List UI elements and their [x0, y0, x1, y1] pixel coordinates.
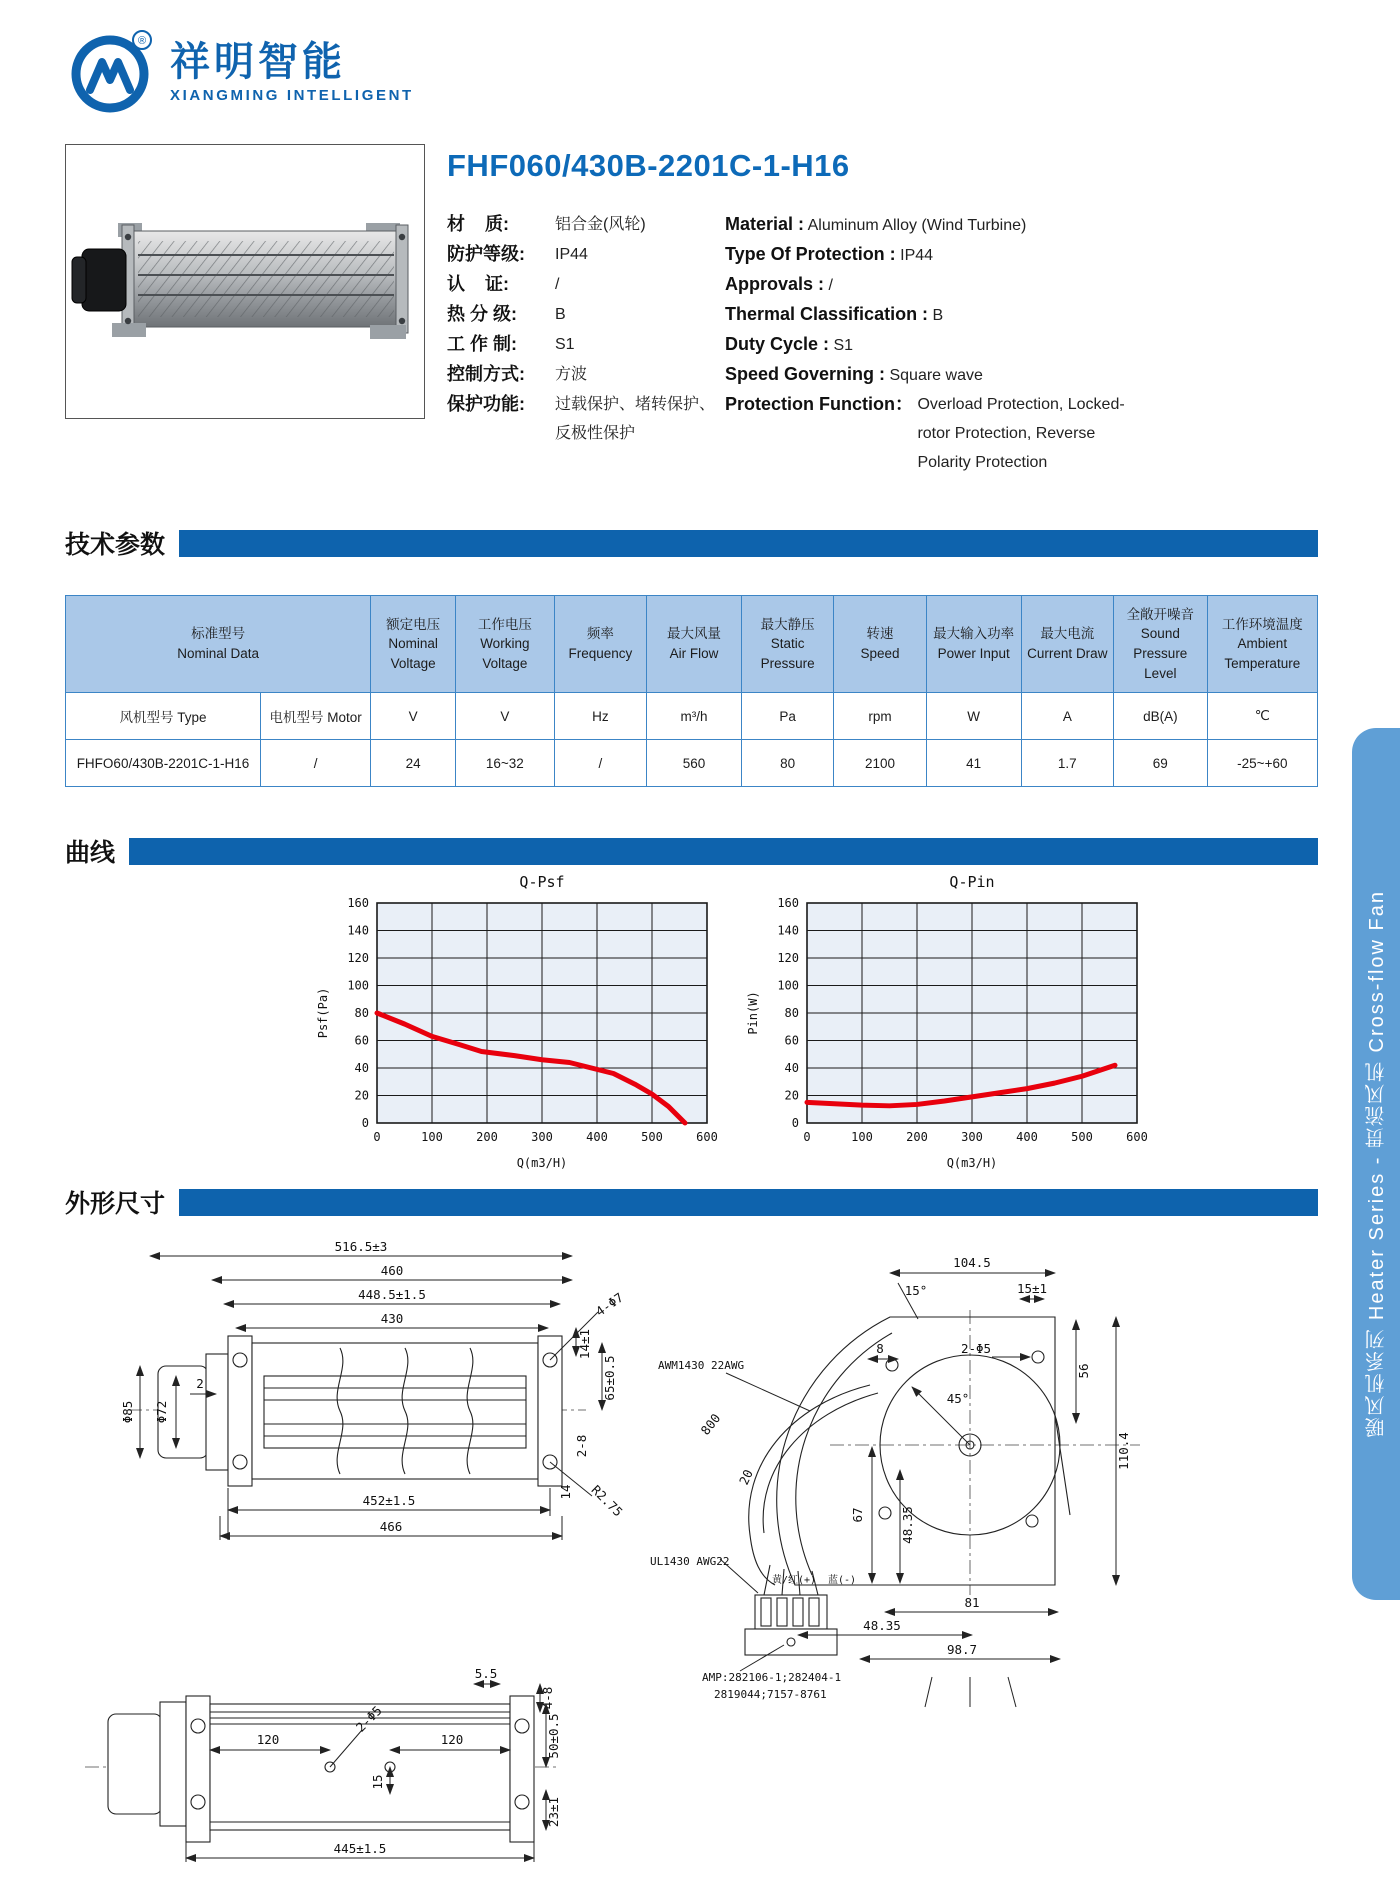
svg-text:60: 60	[354, 1033, 369, 1048]
svg-text:300: 300	[531, 1130, 553, 1144]
svg-text:0: 0	[373, 1130, 381, 1144]
svg-text:Q-Pin: Q-Pin	[949, 873, 995, 891]
svg-text:15: 15	[370, 1774, 385, 1790]
svg-text:140: 140	[777, 923, 799, 938]
col-nominal-data: 标准型号 Nominal Data	[66, 596, 371, 693]
svg-text:466: 466	[379, 1519, 403, 1534]
svg-text:65±0.5: 65±0.5	[602, 1355, 617, 1401]
col-air-flow: 最大风量 Air Flow	[647, 596, 742, 693]
svg-text:56: 56	[1076, 1363, 1091, 1379]
col-sound-level: 全敞开噪音 Sound Pressure Level	[1114, 596, 1208, 693]
svg-text:0: 0	[803, 1130, 811, 1144]
col-power-input: 最大输入功率 Power Input	[926, 596, 1021, 693]
svg-text:15°: 15°	[904, 1283, 928, 1298]
svg-text:500: 500	[1071, 1130, 1093, 1144]
col-frequency: 频率 Frequency	[554, 596, 646, 693]
svg-text:445±1.5: 445±1.5	[333, 1841, 387, 1856]
svg-text:460: 460	[380, 1263, 404, 1278]
svg-text:20: 20	[784, 1088, 799, 1103]
col-working-voltage: 工作电压 Working Voltage	[455, 596, 554, 693]
svg-text:600: 600	[696, 1130, 718, 1144]
svg-text:104.5: 104.5	[953, 1255, 991, 1270]
spec-approvals: 认 证: / Approvals : /	[447, 274, 833, 294]
svg-text:48.35: 48.35	[863, 1618, 901, 1633]
svg-text:20: 20	[354, 1088, 369, 1103]
svg-text:200: 200	[906, 1130, 928, 1144]
svg-text:4-Φ7: 4-Φ7	[592, 1289, 627, 1320]
performance-charts	[305, 873, 1318, 1178]
svg-text:14±1: 14±1	[577, 1328, 592, 1360]
svg-text:800: 800	[697, 1410, 724, 1438]
product-section	[65, 144, 1318, 477]
svg-text:120: 120	[347, 951, 369, 965]
col-speed: 转速 Speed	[834, 596, 926, 693]
col-ambient-temp: 工作环境温度 Ambient Temperature	[1207, 596, 1317, 693]
spec-material: 材 质: 铝合金(风轮) Material : Aluminum Alloy (Wind Turbine)	[447, 214, 1027, 234]
drawing-end-view	[650, 1255, 1140, 1707]
svg-text:100: 100	[851, 1130, 873, 1144]
section-dimensions	[65, 1184, 1318, 1220]
svg-text:400: 400	[1016, 1130, 1038, 1144]
svg-text:蓝(-): 蓝(-)	[828, 1575, 857, 1586]
svg-text:81: 81	[964, 1595, 980, 1610]
drawing-side-view	[120, 1239, 626, 1540]
svg-text:0: 0	[361, 1116, 369, 1130]
svg-text:20: 20	[735, 1467, 756, 1488]
spec-thermal-class: 热 分 级: B Thermal Classification : B	[447, 304, 944, 324]
svg-text:Φ85: Φ85	[120, 1400, 135, 1424]
svg-text:Pin(W): Pin(W)	[746, 991, 760, 1035]
section-bar	[179, 1189, 1318, 1216]
spec-protection-function: 保护功能: 过载保护、堵转保护、反极性保护 Protection Function： Overload Protection, Locked-rotor Protection, Reverse Polarity Protection	[447, 394, 1125, 471]
product-photo	[65, 144, 425, 419]
svg-text:R2.75: R2.75	[588, 1482, 626, 1520]
svg-text:200: 200	[476, 1130, 498, 1144]
col-current-draw: 最大电流 Current Draw	[1021, 596, 1113, 693]
dimension-drawings	[65, 1230, 1318, 1856]
series-side-tab	[1352, 728, 1400, 1600]
svg-text:452±1.5: 452±1.5	[362, 1493, 416, 1508]
col-static-pressure: 最大静压 Static Pressure	[742, 596, 834, 693]
svg-text:Q-Psf: Q-Psf	[519, 873, 565, 891]
svg-text:40: 40	[784, 1061, 799, 1075]
svg-text:2: 2	[196, 1376, 204, 1391]
svg-text:2-Φ5: 2-Φ5	[960, 1341, 992, 1356]
svg-text:5.5: 5.5	[474, 1666, 498, 1681]
svg-text:160: 160	[777, 896, 799, 910]
table-units-row: 风机型号 Type 电机型号 Motor V V Hz m³/h Pa rpm W A dB(A) ℃	[66, 693, 1318, 740]
section-title-dimensions: 外形尺寸	[65, 1190, 166, 1218]
svg-text:0: 0	[791, 1116, 799, 1130]
svg-text:430: 430	[380, 1311, 404, 1326]
section-bar	[129, 838, 1318, 865]
svg-text:300: 300	[961, 1130, 983, 1144]
svg-text:Q(m3/H): Q(m3/H)	[946, 1156, 998, 1170]
registered-mark: ®	[137, 35, 147, 47]
svg-text:120: 120	[777, 951, 799, 965]
section-title-tech-params: 技术参数	[65, 531, 166, 559]
svg-text:8: 8	[876, 1341, 884, 1356]
brand-name-cn: 祥明智能	[170, 39, 346, 84]
svg-text:110.4: 110.4	[1116, 1432, 1131, 1470]
svg-text:67: 67	[850, 1507, 865, 1523]
svg-text:120: 120	[440, 1732, 464, 1747]
svg-text:UL1430 AWG22: UL1430 AWG22	[650, 1555, 730, 1568]
spec-speed-governing: 控制方式: 方波 Speed Governing : Square wave	[447, 364, 983, 384]
section-curves	[65, 833, 1318, 869]
svg-text:14: 14	[558, 1484, 573, 1500]
datasheet-page	[0, 28, 1400, 1856]
svg-text:60: 60	[784, 1033, 799, 1048]
svg-text:516.5±3: 516.5±3	[334, 1239, 388, 1254]
svg-text:48.35: 48.35	[900, 1506, 915, 1544]
svg-text:2-Φ5: 2-Φ5	[352, 1702, 385, 1735]
svg-text:80: 80	[354, 1006, 369, 1020]
q-psf-chart	[305, 873, 735, 1178]
col-nominal-voltage: 额定电压 Nominal Voltage	[371, 596, 456, 693]
brand-logo-icon	[68, 28, 156, 116]
table-data-row: FHFO60/430B-2201C-1-H16 / 24 16~32 / 560 80 2100 41 1.7 69 -25~+60	[66, 740, 1318, 787]
svg-text:40: 40	[354, 1061, 369, 1075]
product-model-title: FHF060/430B-2201C-1-H16	[447, 148, 850, 183]
svg-text:100: 100	[347, 978, 369, 993]
svg-text:2819044;7157-8761: 2819044;7157-8761	[714, 1688, 827, 1701]
svg-text:AMP:282106-1;282404-1: AMP:282106-1;282404-1	[702, 1671, 842, 1684]
svg-text:100: 100	[421, 1130, 443, 1144]
svg-text:400: 400	[586, 1130, 608, 1144]
svg-text:140: 140	[347, 923, 369, 938]
table-header-row	[66, 596, 1318, 693]
svg-text:AWM1430 22AWG: AWM1430 22AWG	[658, 1359, 745, 1372]
svg-text:600: 600	[1126, 1130, 1148, 1144]
svg-text:500: 500	[641, 1130, 663, 1144]
svg-text:Psf(Pa): Psf(Pa)	[316, 987, 330, 1039]
svg-text:Φ72: Φ72	[154, 1400, 169, 1424]
spec-duty-cycle: 工 作 制: S1 Duty Cycle : S1	[447, 334, 854, 354]
q-pin-chart	[735, 873, 1165, 1178]
svg-text:100: 100	[777, 978, 799, 993]
svg-text:15±1: 15±1	[1016, 1281, 1048, 1296]
tech-params-table	[65, 595, 1318, 787]
svg-text:98.7: 98.7	[946, 1642, 978, 1657]
svg-text:160: 160	[347, 896, 369, 910]
svg-text:Q(m3/H): Q(m3/H)	[516, 1156, 568, 1170]
section-title-curves: 曲线	[65, 839, 116, 867]
svg-text:45°: 45°	[946, 1391, 970, 1406]
drawing-bottom-view	[85, 1666, 561, 1862]
svg-text:黄/红(+): 黄/红(+)	[772, 1575, 817, 1586]
svg-text:120: 120	[256, 1732, 280, 1747]
svg-text:80: 80	[784, 1006, 799, 1020]
svg-text:50±0.5: 50±0.5	[546, 1713, 561, 1759]
svg-text:23±1: 23±1	[546, 1796, 561, 1828]
series-side-tab-label: 暖风机系列 Heater Series - 贯流风机 Cross-flow Fan	[1365, 890, 1388, 1438]
spec-protection-type: 防护等级: IP44 Type Of Protection : IP44	[447, 244, 934, 264]
brand-logo	[68, 28, 1318, 116]
svg-text:448.5±1.5: 448.5±1.5	[358, 1287, 426, 1302]
brand-name-en: XIANGMING INTELLIGENT	[170, 86, 414, 104]
svg-text:4-8: 4-8	[540, 1686, 555, 1710]
section-bar	[179, 530, 1318, 557]
section-tech-params	[65, 525, 1318, 561]
svg-text:2-8: 2-8	[574, 1434, 589, 1458]
